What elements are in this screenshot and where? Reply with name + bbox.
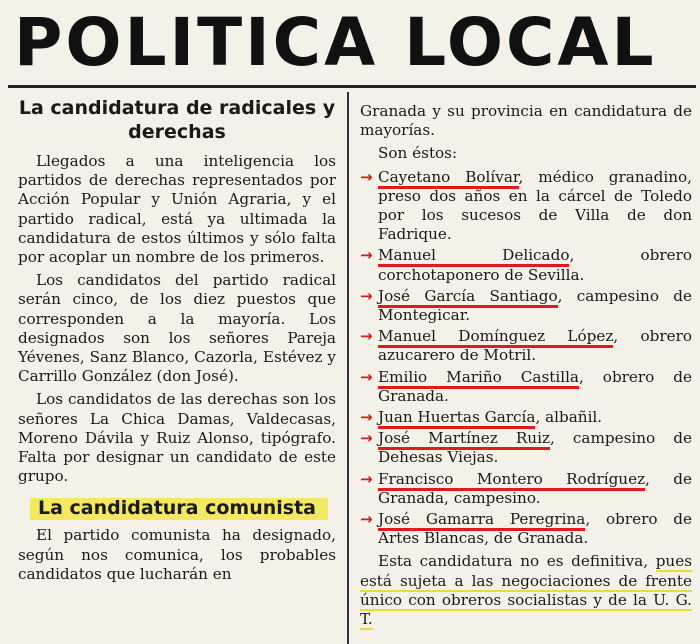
candidate-name: José Martínez Ruiz	[378, 429, 550, 450]
masthead-rule	[8, 85, 696, 88]
candidate-description: , obrero azucarero de Motril.	[378, 327, 692, 365]
closing-underlined: pues está sujeta a las negociaciones de frente único con obreros socialistas y de la U. G. T.	[360, 552, 692, 629]
candidate-description: , obrero corchotaponero de Sevilla.	[378, 246, 692, 284]
candidate-entry	[360, 368, 692, 406]
candidate-name: Manuel Delicado	[378, 246, 569, 267]
candidate-name: Cayetano Bolívar	[378, 168, 519, 189]
red-arrow-icon: →	[360, 167, 373, 186]
candidate-entry	[360, 287, 692, 325]
red-arrow-icon: →	[360, 327, 373, 346]
son-estos: Son éstos:	[378, 144, 458, 163]
candidate-description: , albañil.	[535, 408, 603, 427]
red-arrow-icon: →	[360, 469, 373, 488]
paragraph-3: Los candidatos de las derechas son los señores La Chica Damas, Valdecasas, Moreno Dávila y Ruiz Alonso, tipógrafo. Falta por designar un candidato de este grupo.	[18, 390, 336, 486]
headline-comunista-block	[18, 496, 336, 520]
candidate-entry	[360, 470, 692, 508]
candidate-description: , obrero de Granada.	[378, 367, 692, 405]
paragraph-2: Los candidatos del partido radical serán cinco, de los diez puestos que corresponden a la mayoría. Los designados son los señores Pareja Yévenes, Sanz Blanco, Cazorla, Estévez y Carrillo González (don José).	[18, 271, 336, 386]
red-arrow-icon: →	[360, 286, 373, 305]
candidate-entry	[360, 168, 692, 245]
headline-radicales-derechas: La candidatura de radicales y derechas	[18, 97, 336, 143]
closing-paragraph	[360, 552, 692, 629]
candidate-list	[360, 168, 692, 549]
red-arrow-icon: →	[360, 408, 373, 427]
paragraph-4: El partido comunista ha designado, según nos comunica, los probables candidatos que lucharán en	[18, 526, 336, 583]
paragraph-1: Llegados a una inteligencia los partidos de derechas representados por Acción Popular y Unión Agraria, y el partido radical, está ya ultimada la candidatura de estos últimos y sólo falta por acoplar un nombre de los primeros.	[18, 152, 336, 267]
red-arrow-icon: →	[360, 367, 373, 386]
candidate-description: , campesino de Montegicar.	[378, 286, 692, 325]
right-column	[360, 102, 692, 633]
candidate-entry	[360, 246, 692, 284]
masthead-title: POLITICA LOCAL	[14, 4, 657, 81]
left-column	[18, 92, 336, 588]
candidate-description: , de Granada, campesino.	[378, 469, 692, 507]
candidate-name: Manuel Domínguez López	[378, 327, 613, 348]
candidate-name: José Gamarra Peregrina	[378, 510, 585, 531]
candidate-description: , campesino de Dehesas Viejas.	[378, 429, 692, 467]
candidate-name: Juan Huertas García	[378, 408, 535, 429]
candidate-entry	[360, 510, 692, 548]
candidate-description: , obrero de Artes Blancas, de Granada.	[378, 510, 692, 548]
headline-comunista: La candidatura comunista	[38, 497, 316, 520]
red-arrow-icon: →	[360, 510, 373, 529]
candidate-entry	[360, 429, 692, 467]
column-divider	[347, 92, 349, 644]
red-arrow-icon: →	[360, 429, 373, 448]
closing-plain: Esta candidatura no es definitiva,	[378, 552, 656, 571]
candidate-name: Emilio Mariño Castilla	[378, 368, 579, 389]
candidate-name: José García Santiago	[378, 287, 558, 308]
candidate-description: , médico granadino, preso dos años en la cárcel de Toledo por los sucesos de Villa de don Fadrique.	[378, 167, 692, 244]
candidate-name: Francisco Montero Rodríguez	[378, 470, 645, 491]
candidate-entry	[360, 408, 692, 427]
red-arrow-icon: →	[360, 246, 373, 265]
candidate-entry	[360, 327, 692, 365]
intro-text: Granada y su provincia en candidatura de mayorías.	[360, 102, 692, 140]
